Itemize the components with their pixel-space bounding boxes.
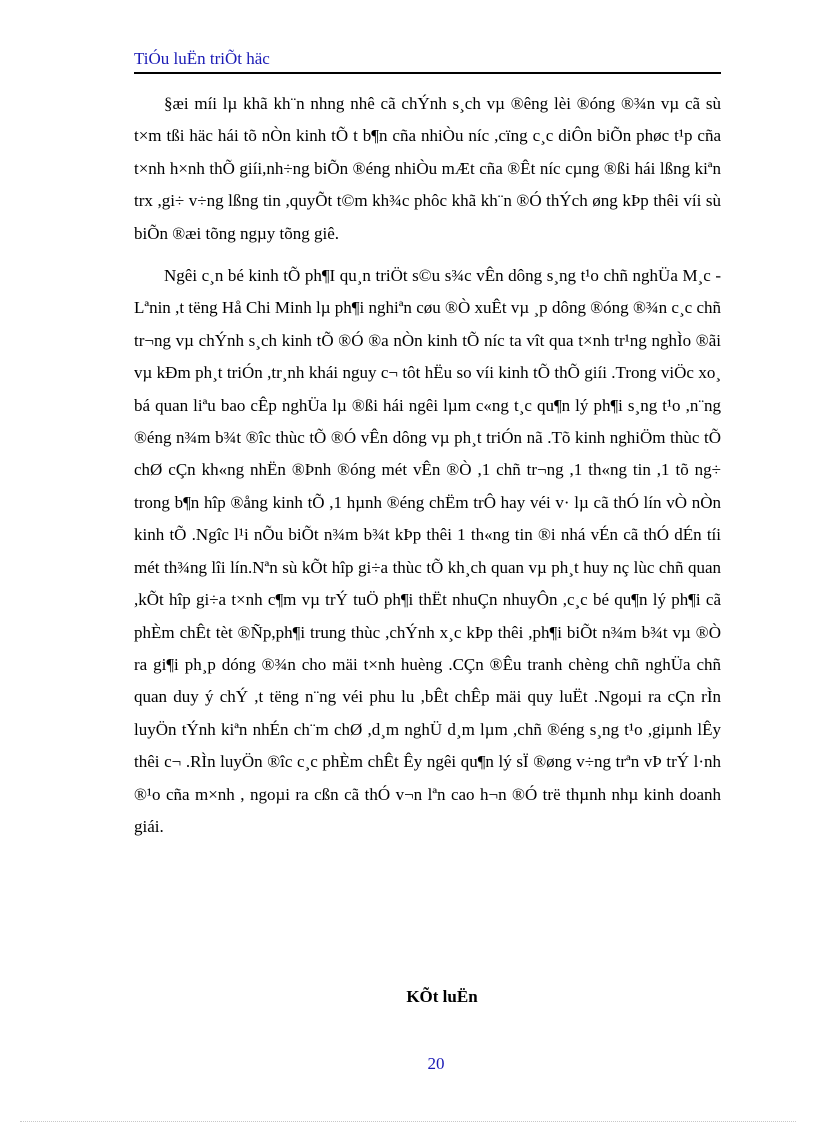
page-header xyxy=(134,48,721,74)
page-number: 20 xyxy=(427,1054,445,1073)
body-text xyxy=(134,88,721,853)
header-title: TiÓu luËn triÕt häc xyxy=(134,49,270,68)
page-bottom-divider xyxy=(20,1121,796,1122)
paragraph: §æi míi lµ khã kh¨n nhng nhê cã chÝnh s¸ch vµ ®êng lèi ®óng ®¾n vµ cã sù t×m tßi häc hái tõ nÒn kinh tÕ t b¶n cña nhiÒu níc ,cïng c¸c diÔn biÕn phøc t¹p cña t×nh h×nh thÕ giíi,nh÷ng biÕn ®éng nhiÒu mÆt cña ®Êt níc cµng ®ßi hái lßng kiªn trx ,gi÷ v÷ng lßng tin ,quyÕt t©m kh¾c phôc khã kh¨n ®Ó thÝch øng kÞp thêi víi sù biÕn ®æi tõng ngµy tõng giê. xyxy=(134,94,721,243)
paragraph: Ngêi c¸n bé kinh tÕ ph¶I qu¸n triÖt s©u s¾c vÊn dông s¸ng t¹o chñ nghÜa M¸c -Lªnin ,t tëng Hå Chi Minh lµ ph¶i nghiªn cøu ®Ò xuÊt vµ ¸p dông ®óng ®¾n c¸c chñ tr¬ng vµ chÝnh s¸ch kinh tÕ ®Ó ®a nÒn kinh tÕ níc ta vît qua t×nh tr¹ng nghÌo ®ãi vµ kÐm ph¸t triÓn ,tr¸nh khái nguy c¬ tôt hËu so víi kinh tÕ thÕ giíi .Trong viÖc xo¸ bá quan liªu bao cÊp nghÜa lµ ®ßi hái ngêi lµm c«ng t¸c qu¶n lý ph¶i s¸ng t¹o ,n¨ng ®éng n¾m b¾t ®îc thùc tÕ ®Ó vÊn dông vµ ph¸t triÓn nã .Tõ kinh nghiÖm thùc tÕ chØ cÇn kh«ng nhËn ®Þnh ®óng mét vÊn ®Ò ,1 chñ tr¬ng ,1 th«ng tin ,1 tõ ng÷ trong b¶n hîp ®ång kinh tÕ ,1 hµnh ®éng chËm trÔ hay véi v· lµ cã thÓ lín vÒ nÒn kinh tÕ .Ngîc l¹i nÕu biÕt n¾m b¾t kÞp thêi 1 th«ng tin ®i nhá vÉn cã thÓ dÉn tíi mét th¾ng lîi lín.Nªn sù kÕt hîp gi÷a thùc tÕ kh¸ch quan vµ ph¸t huy nç lùc chñ quan ,kÕt hîp gi÷a t×nh c¶m vµ trÝ tuÖ ph¶i thËt nhuÇn nhuyÔn ,c¸c bé qu¶n lý ph¶i cã phÈm chÊt tèt ®Ñp,ph¶i trung thùc ,chÝnh x¸c kÞp thêi ,ph¶i biÕt n¾m b¾t vµ ®Ò ra gi¶i ph¸p dóng ®¾n cho mäi t×nh huèng .CÇn ®Êu tranh chèng chñ nghÜa chñ quan duy ý chÝ ,t tëng n¨ng véi phu lu ,bÊt chÊp mäi quy luËt .Ngoµi ra cÇn rÌn luyÖn tÝnh kiªn nhÉn ch¨m chØ ,d¸m nghÜ d¸m lµm ,chñ ®éng s¸ng t¹o ,giµnh lÊy thêi c¬ .RÌn luyÖn ®îc c¸c phÈm chÊt Êy ngêi qu¶n lý sÏ ®øng v÷ng trªn vÞ trÝ l·nh ®¹o cña m×nh , ngoµi ra cßn cã thÓ v¬n lªn cao h¬n ®Ó trë thµnh nhµ kinh doanh giái. xyxy=(134,266,721,836)
conclusion-heading: KÕt luËn xyxy=(406,987,478,1006)
